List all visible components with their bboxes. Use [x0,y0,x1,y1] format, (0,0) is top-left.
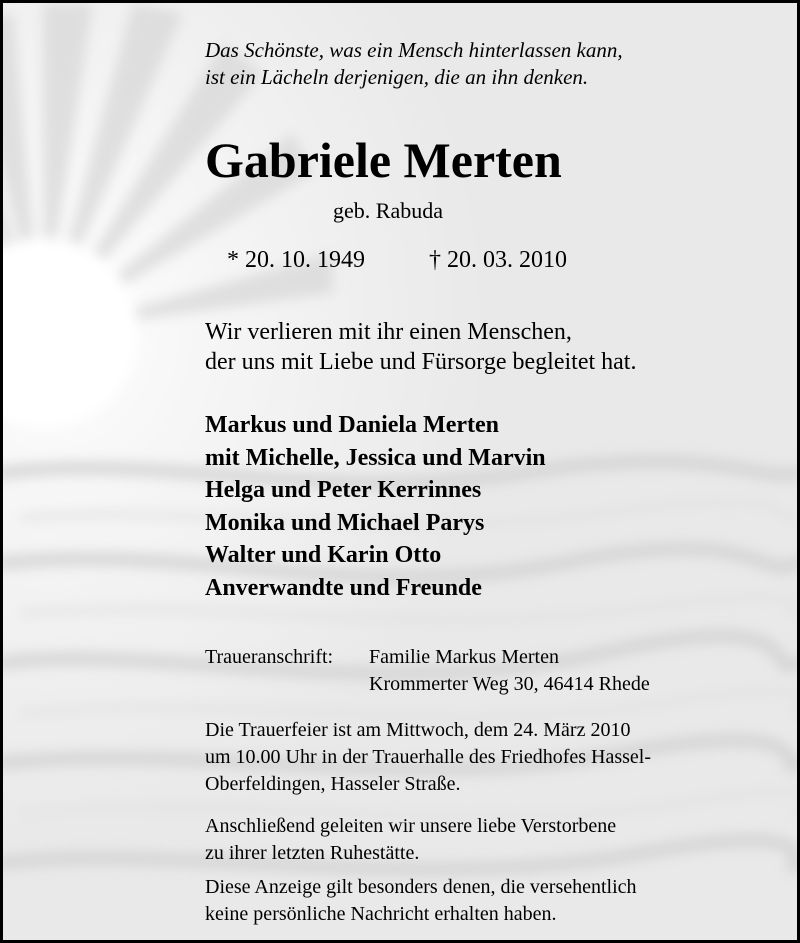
mourner-entry: Helga und Peter Kerrinnes [205,477,482,504]
mourner-entry: Walter und Karin Otto [205,542,442,569]
mourner-entry: mit Michelle, Jessica und Marvin [205,444,546,471]
farewell-line: Wir verlieren mit ihr einen Menschen, [205,319,572,345]
address-label: Traueranschrift: [205,646,334,668]
maiden-name: geb. Rabuda [333,198,443,223]
note-line: Diese Anzeige gilt besonders denen, die versehentlich [205,876,637,898]
motto-line: Das Schönste, was ein Mensch hinterlassen kann, [205,38,623,62]
deceased-name: Gabriele Merten [205,132,562,188]
mourner-entry: Anverwandte und Freunde [205,574,482,601]
burial-line: zu ihrer letzten Ruhestätte. [205,842,420,864]
note-line: keine persönliche Nachricht erhalten haben. [205,903,557,925]
ceremony-line: um 10.00 Uhr in der Trauerhalle des Friedhofes Hassel- [205,746,652,768]
mourner-entry: Monika und Michael Parys [205,509,485,536]
notice-text [3,3,797,940]
ceremony-line: Die Trauerfeier ist am Mittwoch, dem 24. März 2010 [205,719,631,741]
farewell-text [205,317,636,377]
mourner-entry: Markus und Daniela Merten [205,412,499,438]
motto-line: ist ein Lächeln derjenigen, die an ihn denken. [205,65,589,89]
farewell-line: der uns mit Liebe und Fürsorge begleitet hat. [205,349,637,375]
burial-info [205,813,616,867]
address-street: Krommerter Weg 30, 46414 Rhede [369,673,650,695]
ceremony-info [205,717,651,798]
death-date: † 20. 03. 2010 [429,247,567,273]
burial-line: Anschließend geleiten wir unsere liebe Verstorbene [205,815,617,837]
mourners-list [205,409,546,605]
address-name: Familie Markus Merten [369,646,559,668]
ceremony-line: Oberfeldingen, Hasseler Straße. [205,773,461,795]
birth-date: * 20. 10. 1949 [227,247,365,273]
closing-note [205,874,637,928]
motto-quote [205,37,623,91]
